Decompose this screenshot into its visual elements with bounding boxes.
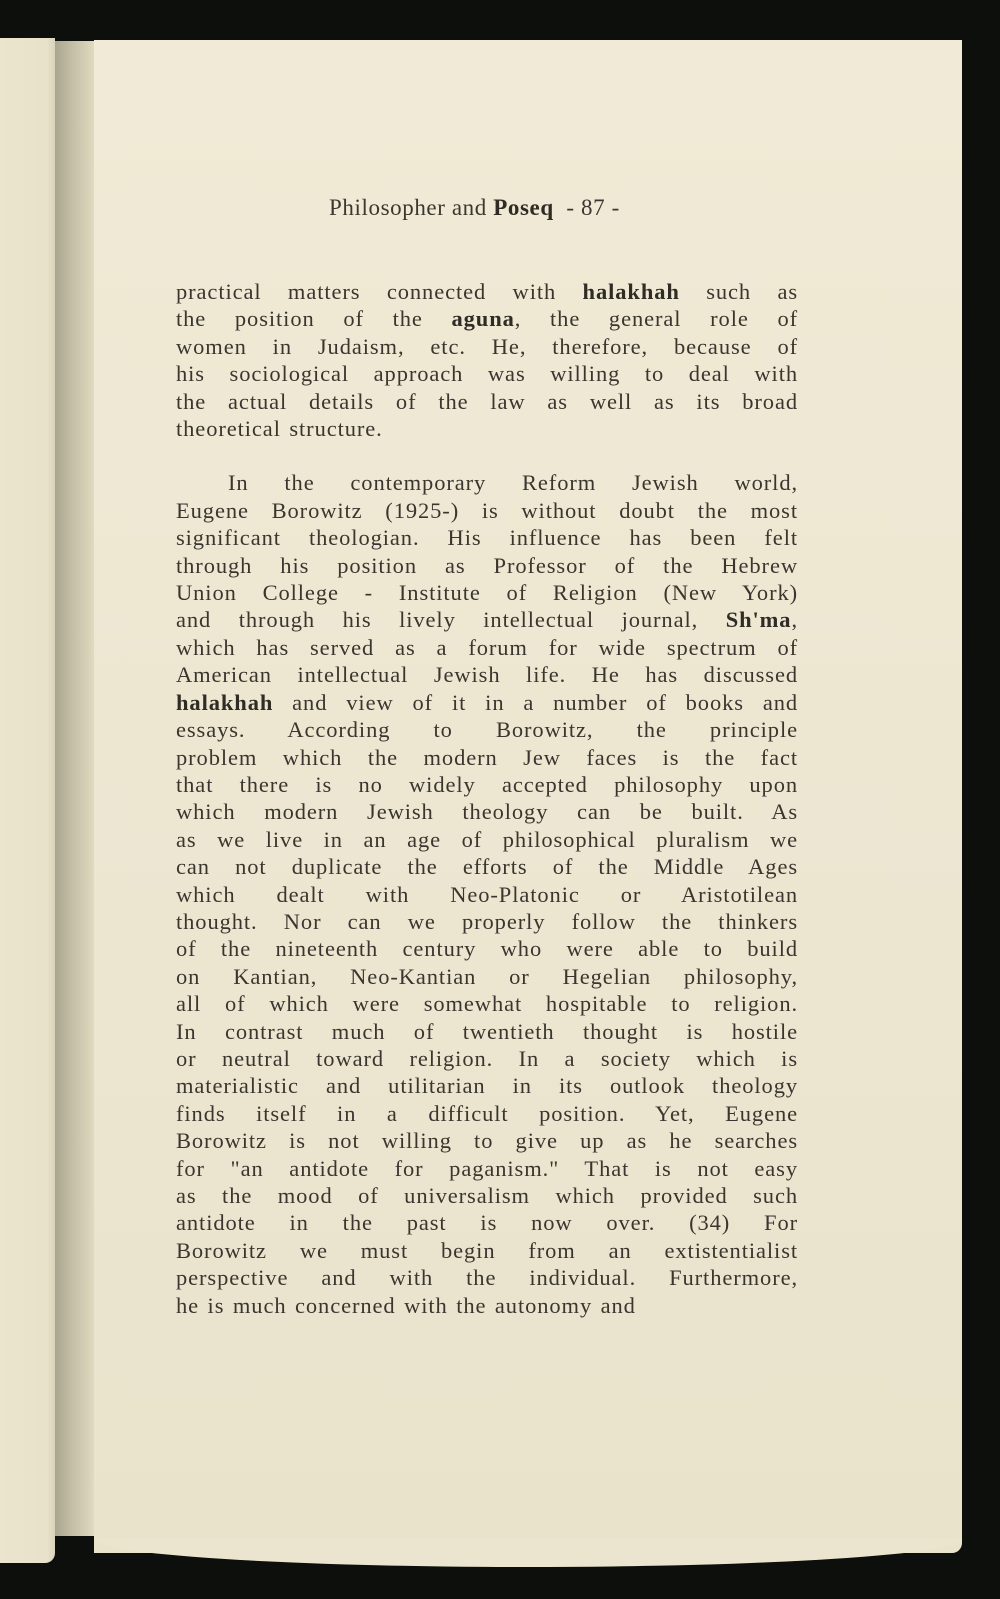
text-line: practical matters connected with halakhah such as	[176, 279, 798, 304]
text-line: he is much concerned with the autonomy and	[176, 1292, 636, 1318]
text-line: on Kantian, Neo-Kantian or Hegelian philosophy,	[176, 963, 798, 989]
body-text	[176, 278, 798, 1319]
bold-term: aguna	[451, 306, 515, 332]
text-line: In contrast much of twentieth thought is hostile	[176, 1018, 798, 1044]
text-line: through his position as Professor of the Hebrew	[176, 552, 798, 578]
text-line: American intellectual Jewish life. He has discussed	[176, 662, 798, 688]
book-gutter	[55, 41, 95, 1536]
text-line: can not duplicate the efforts of the Middle Ages	[176, 854, 798, 880]
running-head	[329, 195, 620, 221]
running-head-title-bold: Poseq	[493, 195, 554, 220]
text-line: or neutral toward religion. In a society which is	[176, 1045, 798, 1071]
text-line: finds itself in a difficult position. Yet, Eugene	[176, 1100, 798, 1126]
text-line: Borowitz is not willing to give up as he searches	[176, 1128, 798, 1154]
text-line: his sociological approach was willing to deal with	[176, 361, 798, 387]
text-line: which dealt with Neo-Platonic or Aristotilean	[176, 881, 798, 907]
paragraph	[176, 278, 798, 442]
text-line: significant theologian. His influence has been felt	[176, 525, 798, 551]
text-line: essays. According to Borowitz, the principle	[176, 717, 798, 743]
paragraph	[176, 469, 798, 1319]
text-line: which has served as a forum for wide spectrum of	[176, 634, 798, 660]
text-line: that there is no widely accepted philosophy upon	[176, 771, 798, 797]
text-line: In the contemporary Reform Jewish world,	[228, 470, 798, 496]
text-line: antidote in the past is now over. (34) For	[176, 1210, 798, 1236]
text-line: women in Judaism, etc. He, therefore, because of	[176, 333, 798, 359]
text-line: of the nineteenth century who were able to build	[176, 936, 798, 962]
text-line: all of which were somewhat hospitable to religion.	[176, 991, 798, 1017]
bold-term: halakhah	[176, 689, 274, 715]
text-line: problem which the modern Jew faces is the fact	[176, 744, 798, 770]
text-line: Borowitz we must begin from an extistentialist	[176, 1237, 798, 1263]
bold-term: Sh'ma	[725, 607, 792, 633]
text-line: the actual details of the law as well as its broad	[176, 388, 798, 414]
text-line: for "an antidote for paganism." That is not easy	[176, 1155, 798, 1181]
text-line: halakhah and view of it in a number of books and	[176, 689, 798, 715]
page-number: - 87 -	[566, 195, 620, 220]
text-line: perspective and with the individual. Furthermore,	[176, 1265, 798, 1291]
text-line: which modern Jewish theology can be built. As	[176, 799, 798, 825]
text-line: as we live in an age of philosophical pluralism we	[176, 826, 798, 852]
text-line: and through his lively intellectual journal, Sh'ma,	[176, 607, 798, 633]
facing-page-edge	[0, 38, 55, 1563]
text-line: thought. Nor can we properly follow the thinkers	[176, 908, 798, 934]
running-head-title: Philosopher and	[329, 195, 487, 220]
text-line: materialistic and utilitarian in its outlook theology	[176, 1073, 798, 1099]
bold-term: halakhah	[582, 279, 680, 304]
text-line: Union College - Institute of Religion (New York)	[176, 580, 798, 606]
text-line: theoretical structure.	[176, 416, 383, 442]
text-line: as the mood of universalism which provided such	[176, 1183, 798, 1208]
text-line: Eugene Borowitz (1925-) is without doubt the most	[176, 497, 798, 523]
text-line: the position of the aguna, the general role of	[176, 306, 798, 332]
